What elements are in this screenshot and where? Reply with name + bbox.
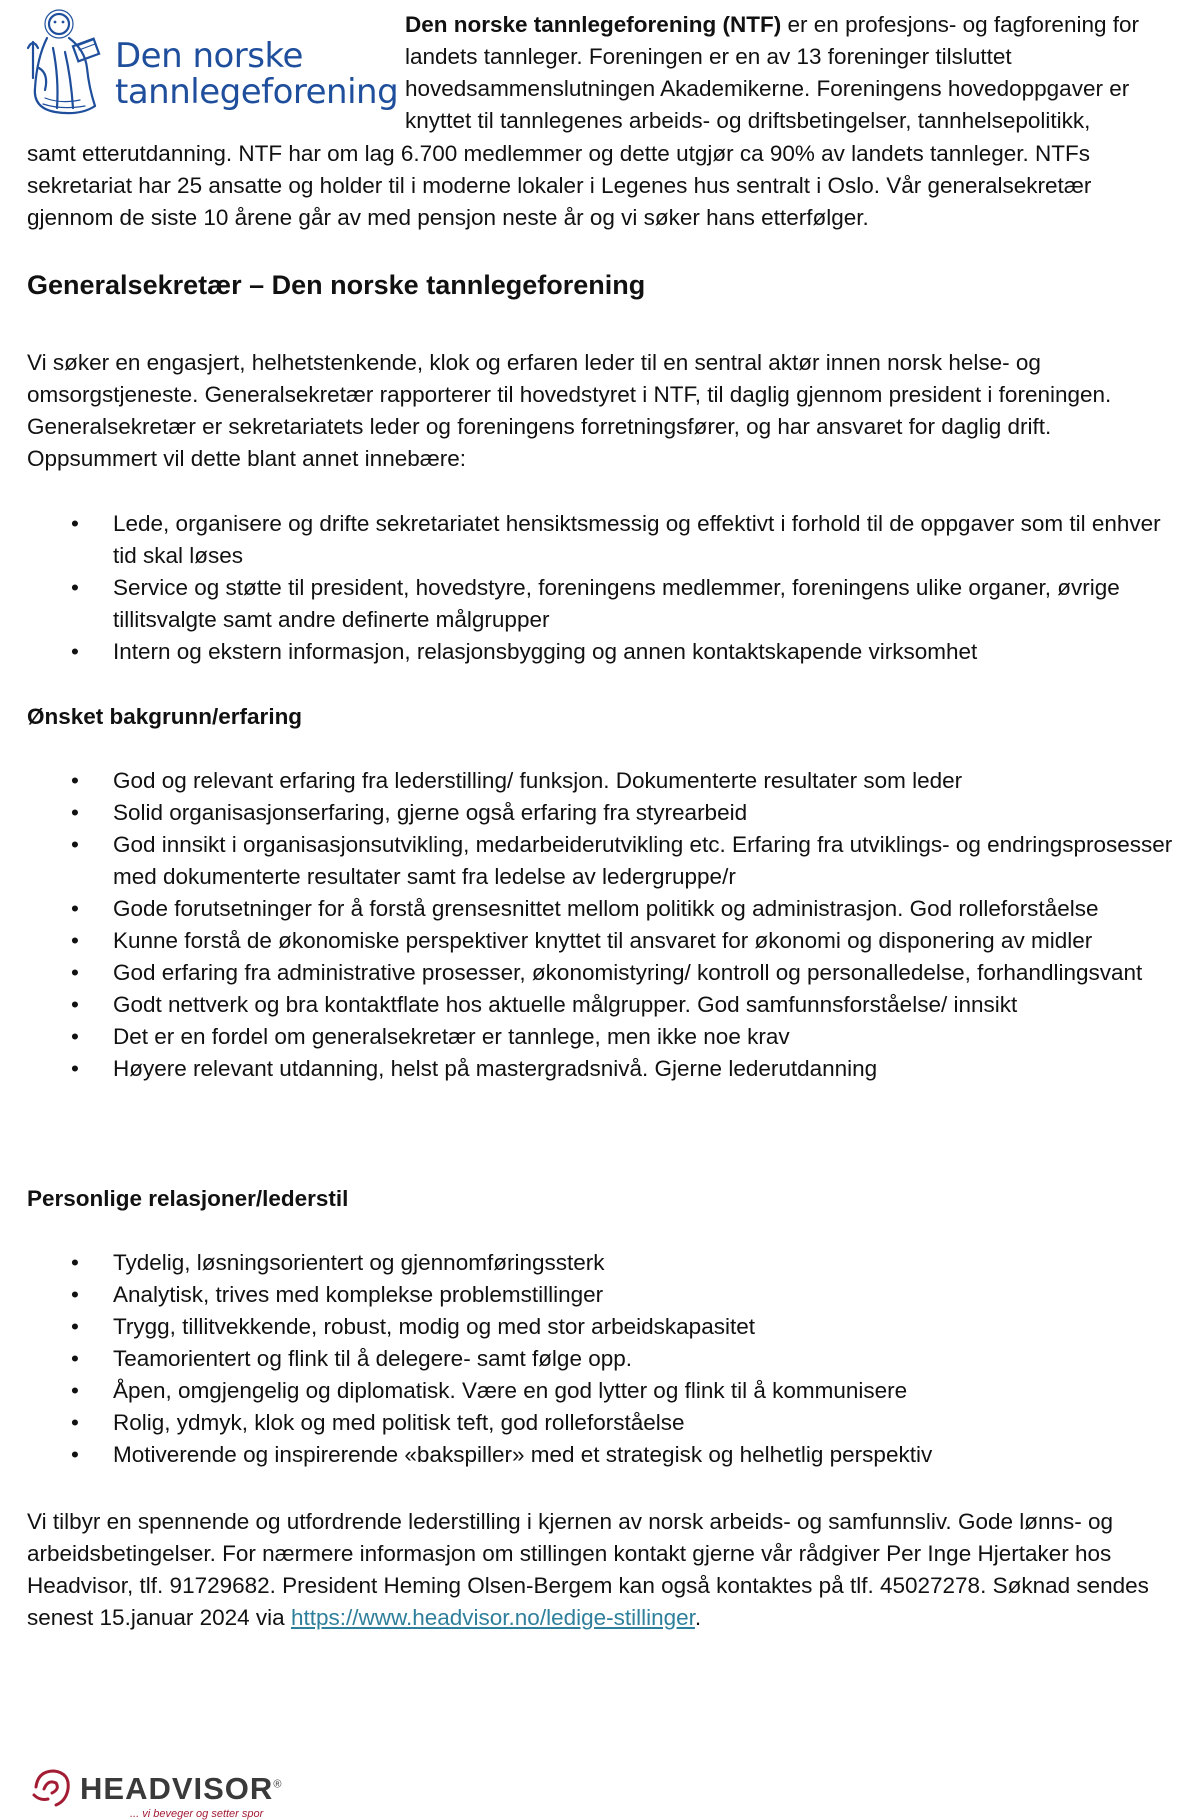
job-title: Generalsekretær – Den norske tannlegeforening (27, 270, 646, 300)
job-description: Vi søker en engasjert, helhetstenkende, klok og erfaren leder til en sentral aktør innen norsk helse- og omsorgstjeneste. Generalsekretær rapporterer til hovedstyret i NTF, til daglig gjennom president i foreningen. Generalsekretær er sekretariatets leder og foreningens forretningsfører, og har ansvaret for daglig drift. Oppsummert vil dette blant annet innebære: (27, 350, 1112, 471)
list-item: • Motiverende og inspirerende «bakspiller» med et strategisk og helhetlig perspektiv (27, 1439, 1177, 1471)
bullet-icon: • (71, 1442, 79, 1467)
background-list (27, 765, 1177, 1085)
list-item: • Lede, organisere og drifte sekretariatet hensiktsmessig og effektivt i forhold til de oppgaver som til enhver tid skal løses (27, 508, 1177, 572)
duties-list (27, 508, 1177, 668)
list-item: • God erfaring fra administrative prosesser, økonomistyring/ kontroll og personalledelse, forhandlingsvant (27, 957, 1177, 989)
headvisor-tagline: ... vi beveger og setter spor (130, 1808, 264, 1820)
bullet-icon: • (71, 800, 79, 825)
ntf-logo-text (115, 38, 398, 110)
bullet-icon: • (71, 1378, 79, 1403)
intro-paragraph-bottom: samt etterutdanning. NTF har om lag 6.700 medlemmer og dette utgjør ca 90% av landets tannleger. NTFs sekretariat har 25 ansatte og holder til i moderne lokaler i Legenes hus sentralt i Oslo. Vår generalsekretær gjennom de siste 10 årene går av med pensjon neste år og vi søker hans etterfølger. (27, 141, 1092, 230)
list-item: • Teamorientert og flink til å delegere- samt følge opp. (27, 1343, 1177, 1375)
list-item: • Tydelig, løsningsorientert og gjennomføringssterk (27, 1247, 1177, 1279)
bullet-icon: • (71, 1314, 79, 1339)
list-item: • Høyere relevant utdanning, helst på mastergradsnivå. Gjerne lederutdanning (27, 1053, 1177, 1085)
intro-text-first: er en profesjons- og fagforening for landets tannleger. Foreningen er en av 13 foreninger tilsluttet hovedsammenslutningen Akademikerne. Foreningens hovedoppgaver er knyttet til tannlegenes arbeids- og driftsbetingelser, tannhelsepolitikk, (405, 12, 1139, 133)
list-item: • God innsikt i organisasjonsutvikling, medarbeiderutvikling etc. Erfaring fra utviklings- og endringsprosesser med dokumenterte resultater samt fra ledelse av ledergruppe/r (27, 829, 1177, 893)
headvisor-logo (30, 1763, 300, 1820)
closing-end: . (694, 1605, 702, 1630)
ntf-logo-line1: Den norske (115, 36, 303, 76)
apollonia-figure-icon (25, 8, 111, 118)
closing-paragraph (27, 1506, 1177, 1634)
bullet-icon: • (71, 511, 79, 536)
bullet-icon: • (71, 928, 79, 953)
bullet-icon: • (71, 1024, 79, 1049)
list-item: • Intern og ekstern informasjon, relasjonsbygging og annen kontaktskapende virksomhet (27, 636, 1177, 668)
list-item: • Solid organisasjonserfaring, gjerne også erfaring fra styrearbeid (27, 797, 1177, 829)
bullet-icon: • (71, 1282, 79, 1307)
bullet-icon: • (71, 768, 79, 793)
list-item: • Rolig, ydmyk, klok og med politisk teft, god rolleforståelse (27, 1407, 1177, 1439)
personal-heading: Personlige relasjoner/lederstil (27, 1186, 349, 1211)
closing-text: Vi tilbyr en spennende og utfordrende lederstilling i kjernen av norsk arbeids- og samfunnsliv. Gode lønns- og arbeidsbetingelser. For nærmere informasjon om stillingen kontakt gjerne vår rådgiver Per Inge Hjertaker hos Headvisor, tlf. 91729682. President Heming Olsen-Bergem kan også kontaktes på tlf. 45027278. Søknad sendes senest 15.januar 2024 via (27, 1509, 1149, 1630)
list-item: • Analytisk, trives med komplekse problemstillinger (27, 1279, 1177, 1311)
bullet-icon: • (71, 575, 79, 600)
list-item: • Trygg, tillitvekkende, robust, modig og med stor arbeidskapasitet (27, 1311, 1177, 1343)
list-item: • Gode forutsetninger for å forstå grensesnittet mellom politikk og administrasjon. God rolleforståelse (27, 893, 1177, 925)
intro-paragraph-top (405, 9, 1180, 137)
bullet-icon: • (71, 832, 79, 857)
background-heading: Ønsket bakgrunn/erfaring (27, 704, 303, 729)
registered-mark: ® (273, 1778, 283, 1791)
list-item: • Det er en fordel om generalsekretær er tannlege, men ikke noe krav (27, 1021, 1177, 1053)
bullet-icon: • (71, 1250, 79, 1275)
intro-org-name: Den norske tannlegeforening (NTF) (405, 12, 782, 37)
bullet-icon: • (71, 1346, 79, 1371)
ntf-logo (25, 8, 399, 118)
headvisor-brand: HEADVISOR® (80, 1771, 283, 1806)
personal-list (27, 1247, 1177, 1471)
bullet-icon: • (71, 639, 79, 664)
list-item: • Kunne forstå de økonomiske perspektiver knyttet til ansvaret for økonomi og disponering av midler (27, 925, 1177, 957)
bullet-icon: • (71, 960, 79, 985)
bullet-icon: • (71, 1410, 79, 1435)
list-item: • Godt nettverk og bra kontaktflate hos aktuelle målgrupper. God samfunnsforståelse/ innsikt (27, 989, 1177, 1021)
bullet-icon: • (71, 896, 79, 921)
bullet-icon: • (71, 992, 79, 1017)
list-item: • Service og støtte til president, hovedstyre, foreningens medlemmer, foreningens ulike organer, øvrige tillitsvalgte samt andre definerte målgrupper (27, 572, 1177, 636)
bullet-icon: • (71, 1056, 79, 1081)
list-item: • Åpen, omgjengelig og diplomatisk. Være en god lytter og flink til å kommunisere (27, 1375, 1177, 1407)
application-link[interactable]: https://www.headvisor.no/ledige-stillinger (290, 1605, 695, 1630)
headvisor-head-icon (30, 1765, 76, 1811)
ntf-logo-line2: tannlegeforening (115, 72, 399, 112)
list-item: • God og relevant erfaring fra lederstilling/ funksjon. Dokumenterte resultater som leder (27, 765, 1177, 797)
